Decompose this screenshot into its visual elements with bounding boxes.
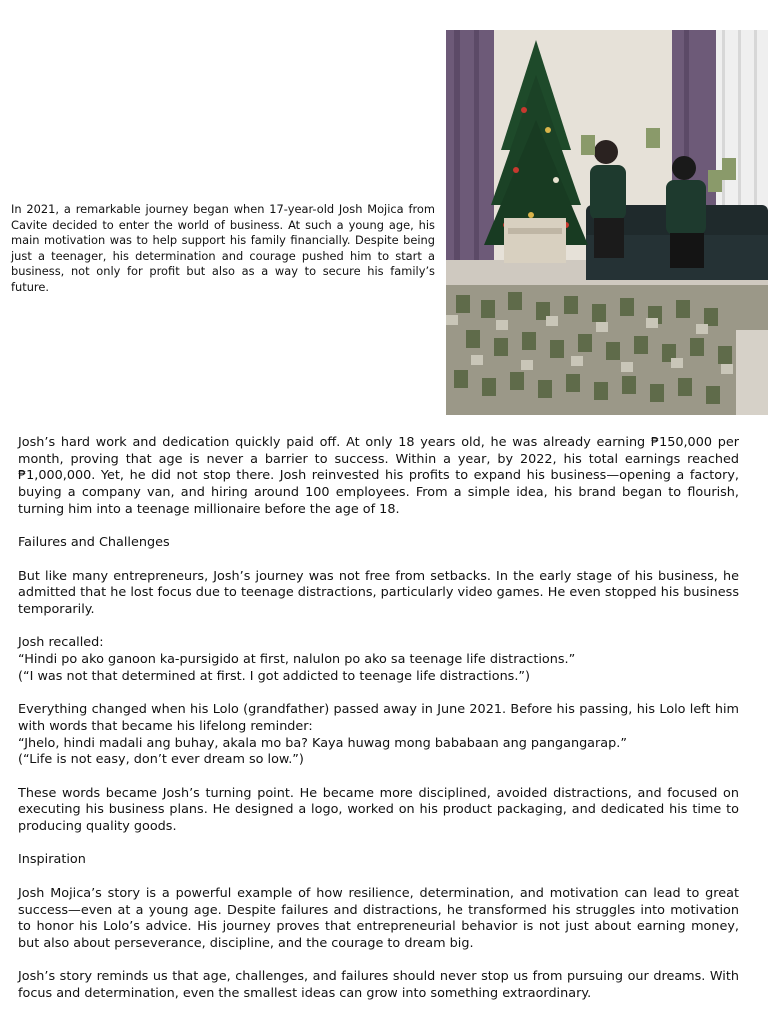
quote-tagalog-1: “Hindi po ako ganoon ka-pursigido at first, nalulon po ako sa teenage life distractions.” (18, 652, 576, 668)
paragraph-closing: Josh’s story reminds us that age, challenges, and failures should never stop us from pursuing our dreams. With focus and determination, even the smallest ideas can grow into something extraordinary. (18, 969, 739, 1002)
recall-intro: Josh recalled: (18, 635, 104, 651)
heading-failures-and-challenges: Failures and Challenges (18, 535, 170, 551)
paragraph-setbacks: But like many entrepreneurs, Josh’s journey was not free from setbacks. In the early stage of his business, he admitted that he lost focus due to teenage distractions, particularly video games. He even stopped his business temporarily. (18, 568, 739, 617)
article-body (18, 435, 739, 1019)
heading-inspiration: Inspiration (18, 852, 86, 868)
photo-icon (446, 30, 768, 415)
paragraph-lolo: Everything changed when his Lolo (grandfather) passed away in June 2021. Before his passing, his Lolo left him with words that became his lifelong reminder: (18, 702, 739, 734)
intro-paragraph: In 2021, a remarkable journey began when 17-year-old Josh Mojica from Cavite decided to enter the world of business. At such a young age, his main motivation was to help support his family financially. Despite being just a teenager, his determination and courage pushed him to start a business, not only for profit but also as a way to secure his family’s future. (11, 202, 435, 294)
quote-block-1 (18, 635, 739, 685)
paragraph-resilience: Josh Mojica’s story is a powerful example of how resilience, determination, and motivation can lead to great success—even at a young age. Despite failures and distractions, he transformed his struggles into motivation to honor his Lolo’s advice. His journey proves that entrepreneurial behavior is not just about earning money, but also about perseverance, discipline, and the courage to dream big. (18, 885, 739, 951)
product-photo (446, 30, 768, 415)
quote-block-2 (18, 702, 739, 769)
quote-translation-1: (“I was not that determined at first. I got addicted to teenage life distractions.”) (18, 668, 531, 684)
paragraph-turning-point: These words became Josh’s turning point. He became more disciplined, avoided distractions, and focused on executing his business plans. He designed a logo, worked on his product packaging, and dedicated his time to producing quality goods. (18, 785, 739, 835)
paragraph-earnings: Josh’s hard work and dedication quickly paid off. At only 18 years old, he was already earning ₱150,000 per month, proving that age is never a barrier to success. Within a year, by 2022, his total earnings reached ₱1,000,000. Yet, he did not stop there. Josh reinvested his profits to expand his business—opening a factory, buying a company van, and hiring around 100 employees. From a simple idea, his brand began to flourish, turning him into a teenage millionaire before the age of 18. (18, 435, 739, 517)
quote-tagalog-2: “Jhelo, hindi madali ang buhay, akala mo ba? Kaya huwag mong bababaan ang pangangarap.” (18, 735, 627, 751)
quote-translation-2: (“Life is not easy, don’t ever dream so low.”) (18, 752, 304, 768)
